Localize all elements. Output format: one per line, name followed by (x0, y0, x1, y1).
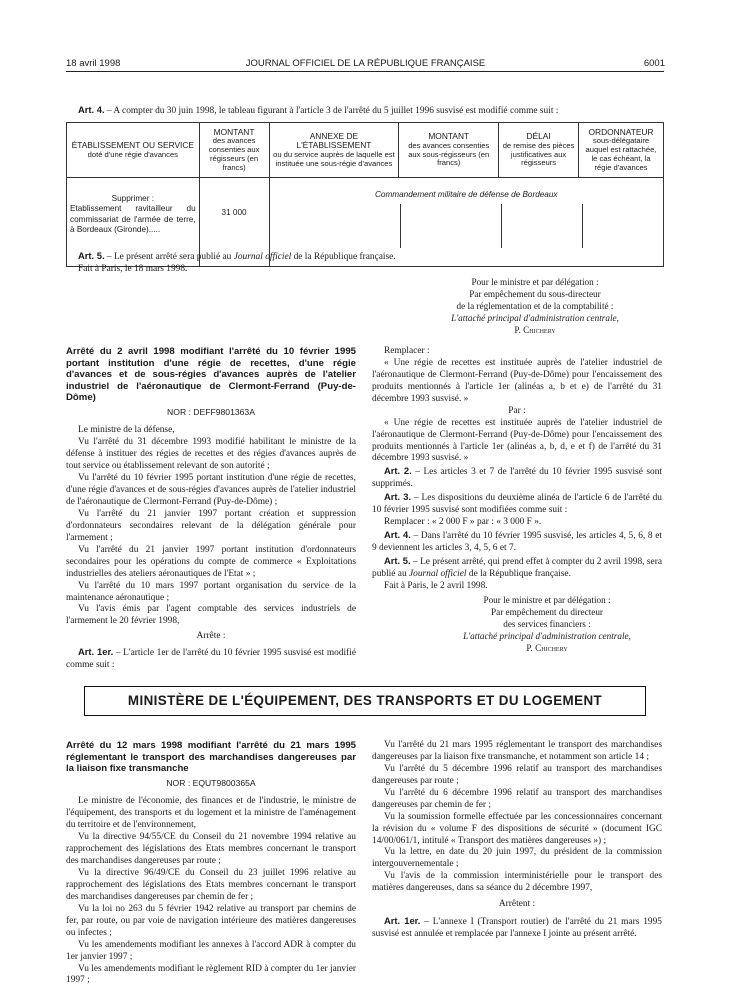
art4-label: Art. 4. (78, 104, 105, 115)
ministry-banner: MINISTÈRE DE L'ÉQUIPEMENT, DES TRANSPORTS ET DU LOGEMENT (84, 686, 646, 716)
nor-reference: NOR : EQUT9800365A (166, 777, 256, 788)
table-header-cell: ANNEXE DE L'ÉTABLISSEMENT ou du service auprès de laquelle est instituée une sous-régie d'avances (269, 123, 399, 178)
header-date: 18 avril 1998 (66, 58, 121, 69)
table-header-cell: MONTANT des avances consenties aux régisseurs (en francs) (199, 123, 269, 178)
arrete-12-mars-left: Arrêté du 12 mars 1998 modifiant l'arrêté du 21 mars 1995 réglementant le transport des marchandises dangereuses par la liaison fixe transmanche NOR : EQUT9800365A Le ministre de l'économie, des finances et de l'industrie, le ministre de l'équipement, des transports et du logement et la ministre de l'aménagement du territoire et de l'environnement, Vu la directive 94/55/CE du Conseil du 21 novembre 1994 relative au rapprochement des législations des Etats membres concernant le transport des marchandises dangereuses par route ; Vu la directive 96/49/CE du Conseil du 23 juillet 1996 relative au rapprochement des législations des Etats membres concernant le transport des marchandises dangereuses par chemin de fer ; Vu la loi no 263 du 5 février 1942 relative au transport par chemins de fer, par route, ou par voie de navigation intérieure des matières dangereuses ou infectes ; Vu les amendements modifiant les annexes à l'accord ADR à compter du 1er janvier 1997 ; Vu les amendements modifiant le règlement RID à compter du 1er janvier 1997 ; (66, 740, 356, 986)
table-header-cell: MONTANT des avances consenties aux sous-régisseurs (en francs) (399, 123, 499, 178)
regies-table (66, 122, 664, 267)
art4-paragraph (66, 104, 664, 118)
arrete-title: Arrêté du 12 mars 1998 modifiant l'arrêté du 21 mars 1995 réglementant le transport des marchandises dangereuses par la liaison fixe transmanche (66, 740, 356, 774)
arrete-2-avril-left: Arrêté du 2 avril 1998 modifiant l'arrêté du 10 février 1995 portant institution d'une régie de recettes, d'une régie d'avances et de sous-régies d'avances auprès de l'atelier industriel de l'aéronautique de Clermont-Ferrand (Puy-de-Dôme) NOR : DEFF9801363A Le ministre de la défense, Vu l'arrêté du 31 décembre 1993 modifié habilitant le ministre de la défense à instituer des régies de recettes et des régies d'avances auprès de tout service ou établissement relevant de son autorité ; Vu l'arrêté du 10 février 1995 portant institution d'une régie de recettes, d'une régie d'avances et de sous-régies d'avances auprès de l'atelier industriel de l'aéronautique de Clermont-Ferrand (Puy-de-Dôme) ; Vu l'arrêté du 21 janvier 1997 portant création et suppression d'ordonnateurs secondaires relevant de la délégation générale pour l'armement ; Vu l'arrêté du 21 janvier 1997 portant institution d'ordonnateurs secondaires pour les opérations du compte de commerce « Exploitations industrielles des ateliers aéronautiques de l'Etat » ; Vu l'arrêté du 10 mars 1997 portant organisation du service de la maintenance aéronautique ; Vu l'avis émis par l'agent comptable des services industriels de l'armement le 20 février 1998, Arrête : Art. 1er. – L'article 1er de l'arrêté du 10 février 1995 susvisé est modifié comme suit : (66, 346, 356, 671)
table-cell-montant: 31 000 (199, 178, 269, 267)
arrete-title: Arrêté du 2 avril 1998 modifiant l'arrêté du 10 février 1995 portant institution d'une régie de recettes, d'une régie d'avances et de sous-régies d'avances auprès de l'atelier industriel de l'aéronautique de Clermont-Ferrand (Puy-de-Dôme) (66, 346, 356, 403)
art4-text: – A compter du 30 juin 1998, le tableau figurant à l'article 3 de l'arrêté du 5 juillet 1996 susvisé est modifié comme suit : (104, 106, 559, 116)
table-header-cell: ORDONNATEUR sous-délégataire auquel est rattachée, le cas échéant, la régie d'avances (579, 123, 664, 178)
header-rule (66, 71, 664, 72)
nor-reference: NOR : DEFF9801363A (167, 406, 255, 417)
table-cell-etablissement: Supprimer : Etablissement ravitailleur du commissariat de l'armée de terre, à Bordeaux (Gironde)..... (67, 178, 200, 267)
arrete-12-mars-right: Vu l'arrêté du 21 mars 1995 réglementant le transport des marchandises dangereuses par la liaison fixe transmanche, et notamment son article 14 ; Vu l'arrêté du 5 décembre 1996 relatif au transport des marchandises dangereuses par route ; Vu l'arrêté du 6 décembre 1996 relatif au transport des marchandises dangereuses par chemin de fer ; Vu la soumission formelle effectuée par les concessionnaires concernant la révision du « volume F des dispositions de sécurité » (document IGC 14/00/061/1, intitulé « Transport des matières dangereuses ») ; Vu la lettre, en date du 20 juin 1997, du président de la commission intergouvernementale ; Vu l'avis de la commission interministérielle pour le transport des matières dangereuses, dans sa séance du 2 décembre 1997, Arrêtent : Art. 1er. – L'annexe I (Transport routier) de l'arrêté du 21 mars 1995 susvisé est annulée et remplacée par l'annexe I jointe au présent arrêté. (372, 740, 662, 940)
art5-label: Art. 5. (78, 250, 105, 261)
table-header-row (67, 123, 664, 178)
arrete-2-avril-right: Remplacer : « Une régie de recettes est instituée auprès de l'atelier industriel de l'aéronautique de Clermont-Ferrand (Puy-de-Dôme) pour l'encaissement des produits mentionnés à l'article 1er (alinéas a, b et e) de l'arrêté du 31 décembre 1993 susvisé. » Par : « Une régie de recettes est instituée auprès de l'atelier industriel de l'aéronautique de Clermont-Ferrand (Puy-de-Dôme) pour l'encaissement des produits mentionnés à l'article 1er (alinéas a, b, d, e et f) de l'arrêté du 31 décembre 1993 susvisé. » Art. 2. – Les articles 3 et 7 de l'arrêté du 10 février 1995 susvisé sont supprimés. Art. 3. – Les dispositions du deuxième alinéa de l'article 6 de l'arrêté du 10 février 1995 susvisé sont modifiées comme suit : Remplacer : « 2 000 F » par : « 3 000 F ». Art. 4. – Dans l'arrêté du 10 février 1995 susvisé, les articles 4, 5, 6, 8 et 9 deviennent les articles 3, 4, 5, 6 et 7. Art. 5. – Le présent arrêté, qui prend effet à compter du 2 avril 1998, sera publié au Journal officiel de la République française. Fait à Paris, le 2 avril 1998. Pour le ministre et par délégation : Par empêchement du directeur des services financiers : L'attaché principal d'administration centrale, P. Chichery (372, 346, 662, 653)
signature-block-2: Pour le ministre et par délégation : Par empêchement du directeur des services financiers : L'attaché principal d'administration centrale, P. Chichery (463, 594, 631, 653)
art5-block: Art. 5. – Le présent arrêté sera publié au Journal officiel de la République française. Fait à Paris, le 18 mars 1998. (78, 250, 664, 276)
signature-block-1: Pour le ministre et par délégation : Par empêchement du sous-directeur de la réglementation et de la comptabilité : L'attaché principal d'administration centrale, P. Chichery (451, 277, 619, 335)
header-page-number: 6001 (643, 58, 665, 69)
table-header-cell: DÉLAI de remise des pièces justificatives aux régisseurs (499, 123, 579, 178)
table-section-title: Commandement militaire de défense de Bordeaux (375, 190, 558, 199)
table-header-cell: ÉTABLISSEMENT OU SERVICE doté d'une régie d'avances (67, 123, 200, 178)
header-journal-title: JOURNAL OFFICIEL DE LA RÉPUBLIQUE FRANÇAISE (245, 58, 486, 69)
art5-fait: Fait à Paris, le 18 mars 1998. (78, 263, 188, 274)
